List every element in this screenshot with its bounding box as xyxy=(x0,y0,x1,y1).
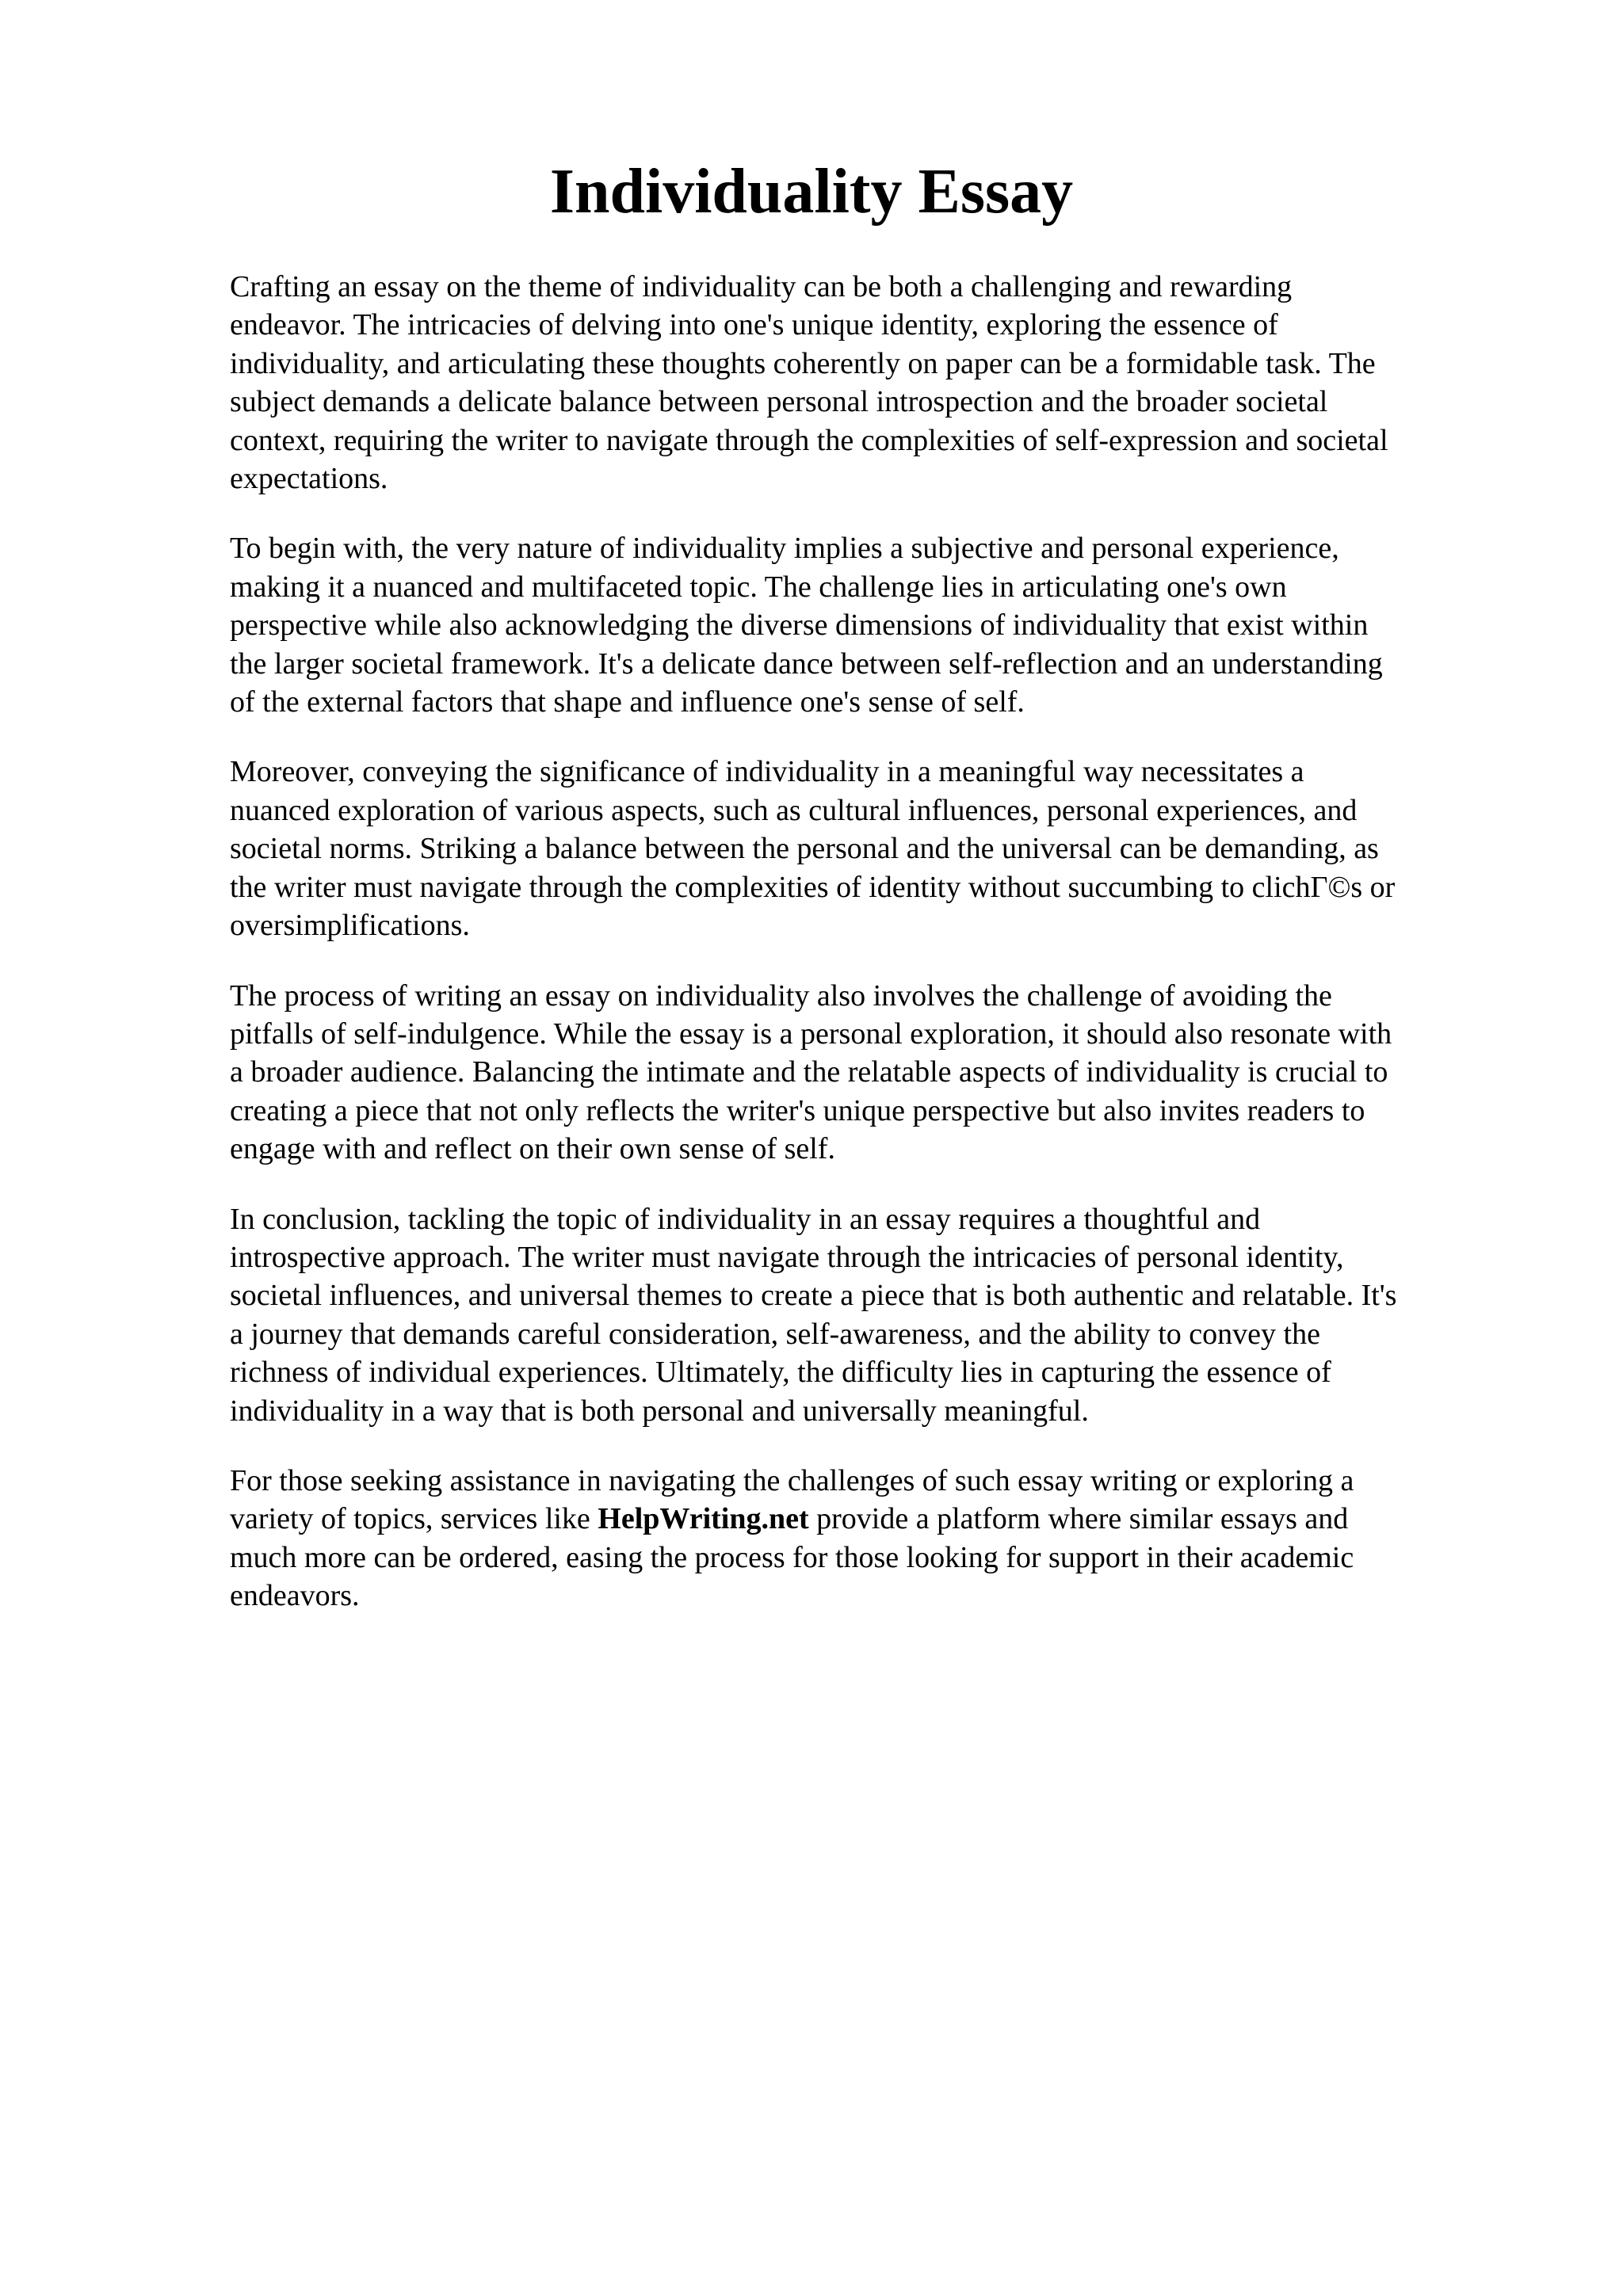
paragraph-3: Moreover, conveying the significance of individuality in a meaningful way necessitates a nuanced exploration of various aspects, such as cultural influences, personal experiences, and societal norms. Striking a balance between the personal and the universal can be demanding, as the writer must navigate through the complexities of identity without succumbing to clichГ©s or oversimplifications. xyxy=(230,755,1396,943)
page-title: Individuality Essay xyxy=(549,157,1074,227)
paragraph-2: To begin with, the very nature of individuality implies a subjective and personal experience, making it a nuanced and multifaceted topic. The challenge lies in articulating one's own perspective while also acknowledging the diverse dimensions of individuality that exist within the larger societal framework. It's a delicate dance between self-reflection and an understanding of the external factors that shape and influence one's sense of self. xyxy=(230,532,1383,719)
helpwriting-link[interactable]: HelpWriting.net xyxy=(598,1502,809,1536)
essay-body xyxy=(230,268,1514,1647)
paragraph-5: In conclusion, tackling the topic of individuality in an essay requires a thoughtful and introspective approach. The writer must navigate through the intricacies of personal identity, societal influences, and universal themes to create a piece that is both authentic and relatable. It's a journey that demands careful consideration, self-awareness, and the ability to convey the richness of individual experiences. Ultimately, the difficulty lies in capturing the essence of individuality in a way that is both personal and universally meaningful. xyxy=(230,1202,1397,1428)
paragraph-1: Crafting an essay on the theme of individuality can be both a challenging and rewarding endeavor. The intricacies of delving into one's unique identity, exploring the essence of individuality, and articulating these thoughts coherently on paper can be a formidable task. The subject demands a delicate balance between personal introspection and the broader societal context, requiring the writer to navigate through the complexities of self-expression and societal expectations. xyxy=(230,270,1388,496)
paragraph-4: The process of writing an essay on individuality also involves the challenge of avoiding the pitfalls of self-indulgence. While the essay is a personal exploration, it should also resonate with a broader audience. Balancing the intimate and the relatable aspects of individuality is crucial to creating a piece that not only reflects the writer's unique perspective but also invites readers to engage with and reflect on their own sense of self. xyxy=(230,978,1392,1166)
closing-paragraph xyxy=(230,1462,1514,1615)
closing-text-after: provide a platform where similar essays and much more can be ordered, easing the process for those looking for support in their academic endeavors. xyxy=(230,1502,1354,1613)
closing-text-before: For those seeking assistance in navigating the challenges of such essay writing or exploring a variety of topics, services like xyxy=(230,1463,1354,1536)
